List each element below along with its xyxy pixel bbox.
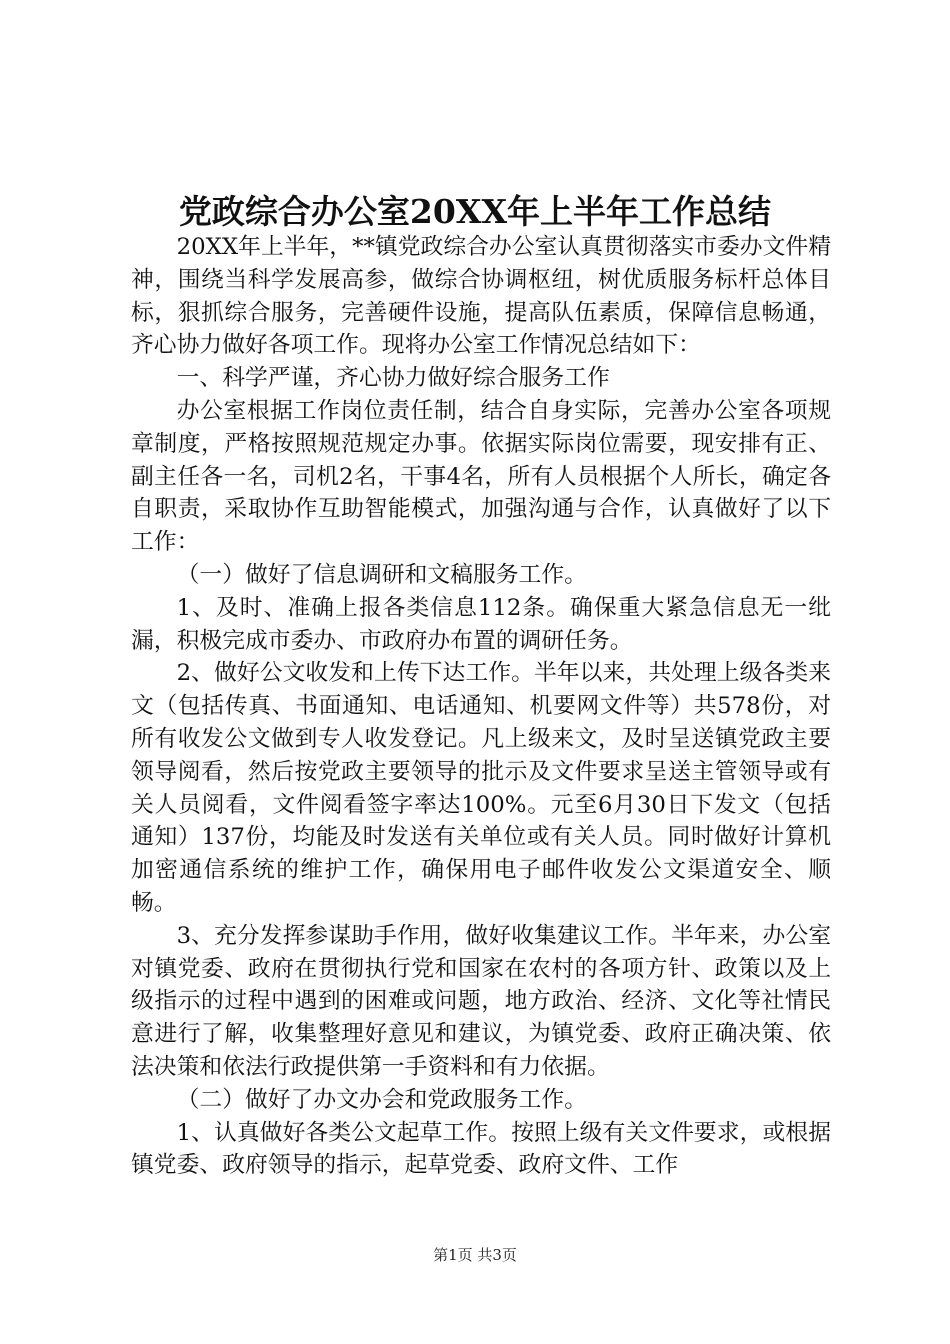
list-item-paragraph: 1、及时、准确上报各类信息112条。确保重大紧急信息无一纰漏，积极完成市委办、市政府办布置的调研任务。 xyxy=(131,594,831,654)
intro-paragraph: 20XX年上半年，**镇党政综合办公室认真贯彻落实市委办文件精神，围绕当科学发展高参，做综合协调枢纽，树优质服务标杆总体目标，狠抓综合服务，完善硬件设施，提高队伍素质，保障信息畅通，齐心协力做好各项工作。现将办公室工作情况总结如下： xyxy=(131,234,831,359)
list-item-paragraph: 3、充分发挥参谋助手作用，做好收集建议工作。半年来，办公室对镇党委、政府在贯彻执行党和国家在农村的各项方针、政策以及上级指示的过程中遇到的困难或问题，地方政治、经济、文化等社情民意进行了解，收集整理好意见和建议，为镇党委、政府正确决策、依法决策和依法行政提供第一手资料和有力依据。 xyxy=(131,922,831,1080)
document-body xyxy=(131,231,831,1182)
subsection-heading-2: （二）做好了办文办会和党政服务工作。 xyxy=(176,1086,587,1113)
list-item-paragraph: 2、做好公文收发和上传下达工作。半年以来，共处理上级各类来文（包括传真、书面通知、电话通知、机要网文件等）共578份，对所有收发公文做到专人收发登记。凡上级来文，及时呈送镇党政主要领导阅看，然后按党政主要领导的批示及文件要求呈送主管领导或有关人员阅看，文件阅看签字率达100%。元至6月30日下发文（包括通知）137份，均能及时发送有关单位或有关人员。同时做好计算机加密通信系统的维护工作，确保用电子邮件收发公文渠道安全、顺畅。 xyxy=(131,660,831,916)
page-number-footer: 第1页 共3页 xyxy=(433,1246,517,1264)
list-item-paragraph: 1、认真做好各类公文起草工作。按照上级有关文件要求，或根据镇党委、政府领导的指示，起草党委、政府文件、工作 xyxy=(131,1119,831,1179)
subsection-heading-1: （一）做好了信息调研和文稿服务工作。 xyxy=(176,561,587,588)
section-heading-1: 一、科学严谨，齐心协力做好综合服务工作 xyxy=(176,365,610,392)
document-title: 党政综合办公室20XX年上半年工作总结 xyxy=(178,192,772,231)
body-paragraph: 办公室根据工作岗位责任制，结合自身实际，完善办公室各项规章制度，严格按照规范规定办事。依据实际岗位需要，现安排有正、副主任各一名，司机2名，干事4名，所有人员根据个人所长，确定各自职责，采取协作互助智能模式，加强沟通与合作，认真做好了以下工作： xyxy=(131,397,831,556)
